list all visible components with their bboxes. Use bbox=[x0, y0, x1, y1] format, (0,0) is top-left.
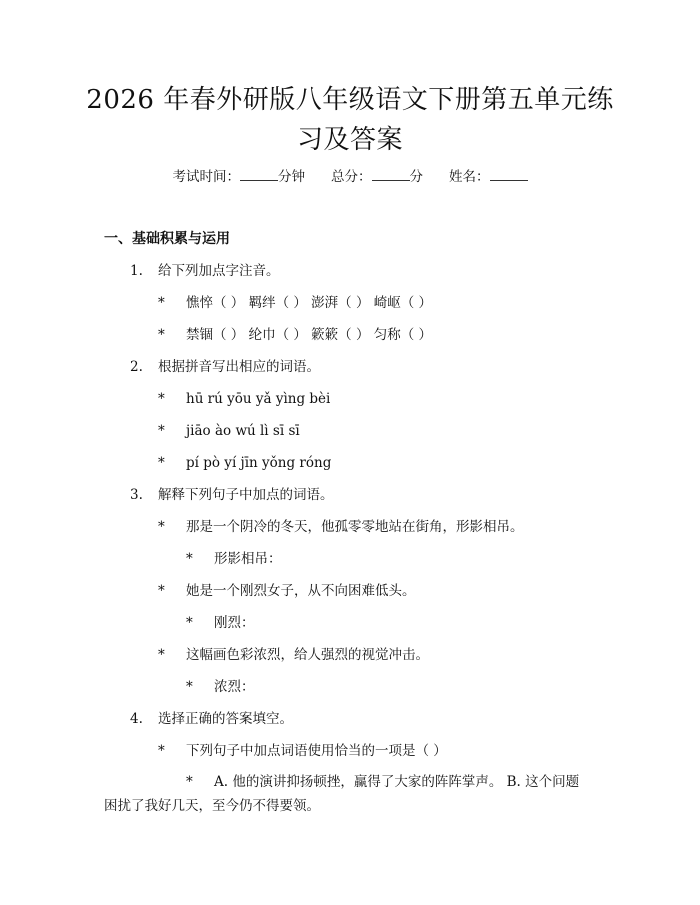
page-title bbox=[70, 80, 630, 160]
list-item bbox=[158, 325, 432, 345]
question-text: 根据拼音写出相应的词语。 bbox=[158, 359, 320, 375]
item-text: 刚烈： bbox=[214, 615, 255, 631]
bullet: * bbox=[158, 647, 165, 663]
question-4 bbox=[130, 709, 293, 729]
bullet: * bbox=[158, 583, 165, 599]
exam-meta bbox=[0, 166, 700, 187]
bullet: * bbox=[186, 615, 193, 631]
item-text: hū rú yōu yǎ yìng bèi bbox=[186, 391, 331, 407]
item-text: 浓烈： bbox=[214, 679, 255, 695]
bullet: * bbox=[158, 455, 165, 471]
time-blank[interactable] bbox=[240, 166, 278, 181]
question-text: 解释下列句子中加点的词语。 bbox=[158, 487, 334, 503]
title-line-1: 2026 年春外研版八年级语文下册第五单元练 bbox=[86, 85, 614, 115]
sub-list-item bbox=[186, 613, 255, 633]
bullet: * bbox=[158, 423, 165, 439]
question-text: 选择正确的答案填空。 bbox=[158, 711, 293, 727]
list-item bbox=[158, 293, 432, 313]
question-number: 2. bbox=[130, 359, 143, 375]
score-unit: 分 bbox=[409, 169, 423, 185]
question-text: 给下列加点字注音。 bbox=[158, 263, 280, 279]
bullet: * bbox=[158, 519, 165, 535]
score-blank[interactable] bbox=[372, 166, 410, 181]
list-item bbox=[158, 453, 331, 473]
sub-list-item bbox=[186, 549, 282, 569]
bullet: * bbox=[158, 743, 165, 759]
question-2 bbox=[130, 357, 320, 377]
item-text: 那是一个阴冷的冬天，他孤零零地站在街角，形影相吊。 bbox=[186, 519, 524, 535]
section-title: 一、基础积累与运用 bbox=[104, 231, 230, 247]
question-number: 3. bbox=[130, 487, 143, 503]
option-line-2 bbox=[104, 796, 320, 816]
item-text: pí pò yí jīn yǒng róng bbox=[186, 455, 332, 471]
name-label: 姓名： bbox=[449, 169, 490, 185]
options-text: A. 他的演讲抑扬顿挫，赢得了大家的阵阵掌声。 B. 这个问题 bbox=[214, 774, 580, 790]
time-label: 考试时间： bbox=[172, 169, 240, 185]
bullet: * bbox=[186, 551, 193, 567]
list-item bbox=[158, 645, 429, 665]
item-text: jiāo ào wú lì sī sī bbox=[186, 423, 300, 439]
list-item bbox=[158, 741, 447, 761]
score-label: 总分： bbox=[331, 169, 372, 185]
bullet: * bbox=[158, 391, 165, 407]
item-text: 形影相吊： bbox=[214, 551, 282, 567]
time-unit: 分钟 bbox=[278, 169, 305, 185]
bullet: * bbox=[186, 679, 193, 695]
question-number: 4. bbox=[130, 711, 143, 727]
item-text: 禁锢（ ） 纶巾（ ） 簌簌（ ） 匀称（ ） bbox=[186, 327, 433, 343]
list-item bbox=[158, 421, 300, 441]
question-number: 1. bbox=[130, 263, 143, 279]
list-item bbox=[158, 517, 524, 537]
bullet: * bbox=[158, 295, 165, 311]
bullet: * bbox=[158, 327, 165, 343]
question-1 bbox=[130, 261, 280, 281]
option-line-1 bbox=[186, 772, 579, 792]
item-text: 她是一个刚烈女子，从不向困难低头。 bbox=[186, 583, 416, 599]
options-text-continued: 困扰了我好几天，至今仍不得要领。 bbox=[104, 798, 320, 814]
question-3 bbox=[130, 485, 334, 505]
item-text: 下列句子中加点词语使用恰当的一项是（ ） bbox=[186, 743, 447, 759]
list-item bbox=[158, 389, 330, 409]
name-blank[interactable] bbox=[490, 166, 528, 181]
title-line-2: 习及答案 bbox=[296, 125, 403, 155]
sub-list-item bbox=[186, 677, 255, 697]
item-text: 这幅画色彩浓烈，给人强烈的视觉冲击。 bbox=[186, 647, 429, 663]
list-item bbox=[158, 581, 416, 601]
bullet: * bbox=[186, 774, 193, 790]
item-text: 憔悴（ ） 羁绊（ ） 澎湃（ ） 崎岖（ ） bbox=[186, 295, 433, 311]
